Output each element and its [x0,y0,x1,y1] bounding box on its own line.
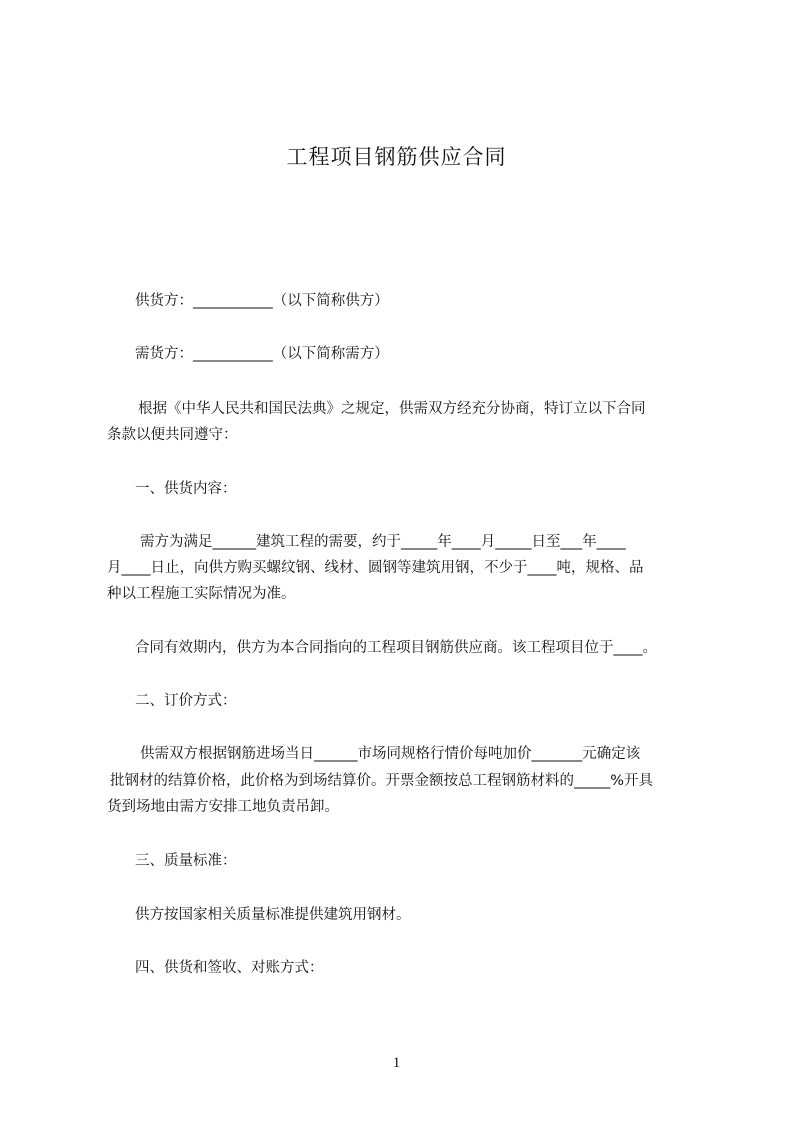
supplier-line: 供货方：___________（以下简称供方） [135,293,389,309]
contract-title: 工程项目钢筋供应合同 [286,145,507,169]
validity-line: 合同有效期内，供方为本合同指向的工程项目钢筋供应商。该工程项目位于____。 [135,640,657,656]
pricing-line-2: 批钢材的结算价格，此价格为到场结算价。开票金额按总工程钢筋材料的_____%开具 [110,773,654,789]
section-heading-2: 二、订价方式： [135,693,237,709]
quality-line: 供方按国家相关质量标准提供建筑用钢材。 [135,907,411,923]
page-number: 1 [392,1055,401,1071]
buyer-line: 需货方：___________（以下简称需方） [135,346,389,362]
section-heading-4: 四、供货和签收、对账方式： [135,960,324,976]
pricing-line-3: 货到场地由需方安排工地负责吊卸。 [107,799,339,815]
supply-content-line-3: 种以工程施工实际情况为准。 [107,586,296,602]
supply-content-line-2: 月____日止，向供方购买螺纹钢、线材、圆钢等建筑用钢，不少于____吨，规格、品 [107,560,644,576]
preamble-line-2: 条款以便共同遵守： [107,427,238,443]
supply-content-line-1: 需方为满足______建筑工程的需要，约于_____年____月_____日至___年____ [140,534,626,550]
section-heading-3: 三、质量标准： [135,853,237,869]
section-heading-1: 一、供货内容： [135,481,237,497]
preamble-line-1: 根据《中华人民共和国民法典》之规定，供需双方经充分协商，特订立以下合同 [138,401,646,417]
pricing-line-1: 供需双方根据钢筋进场当日______市场同规格行情价每吨加价_______元确定该 [140,746,641,762]
